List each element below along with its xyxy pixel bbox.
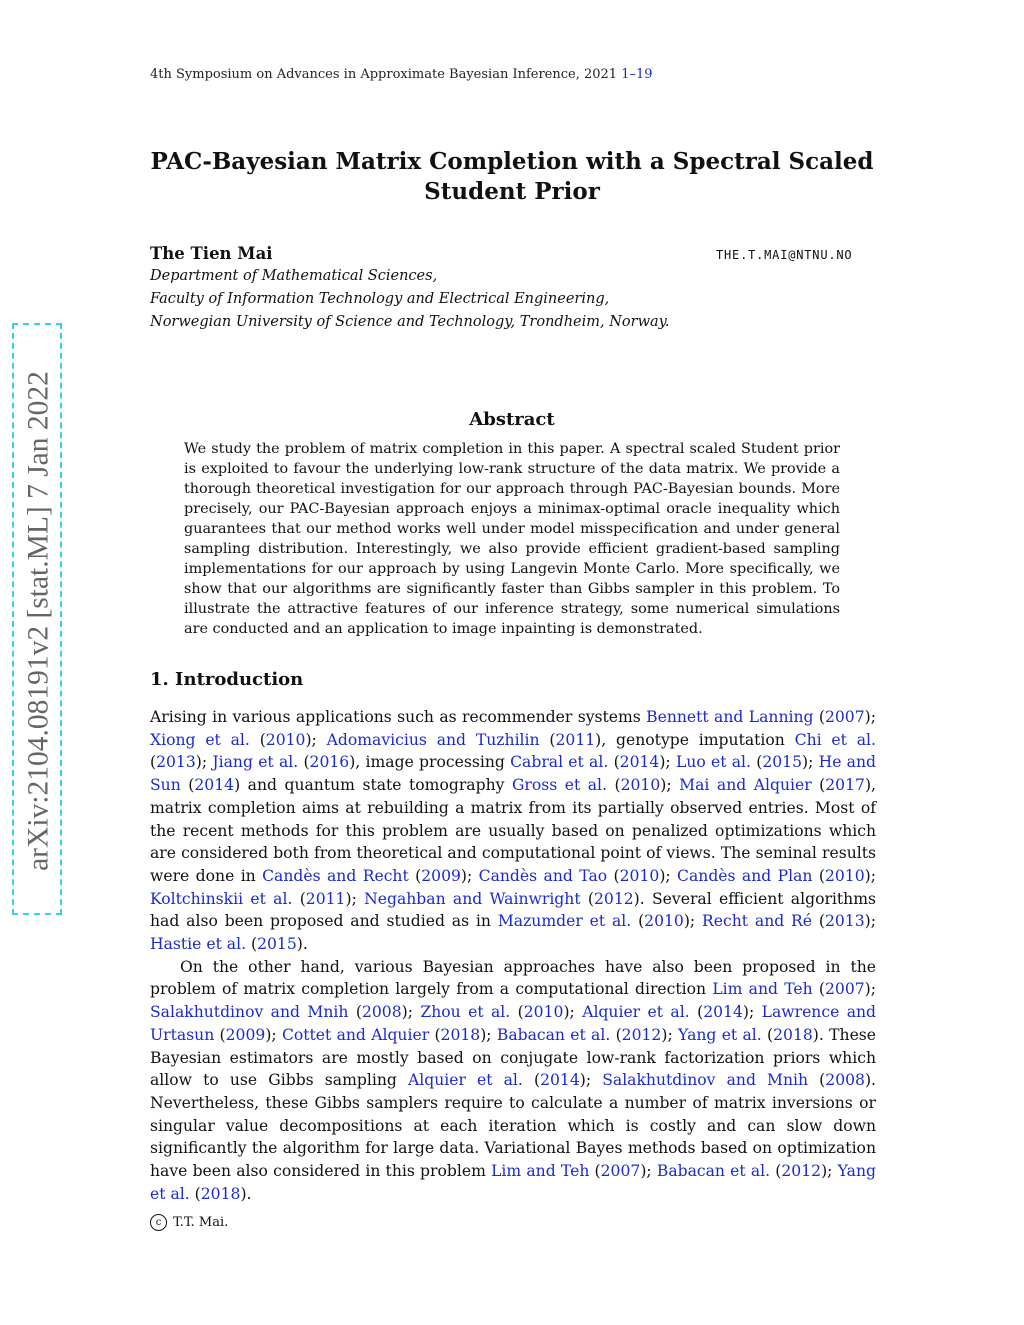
citation-link[interactable]: Salakhutdinov and Mnih (602, 1071, 809, 1090)
citation-link[interactable]: Luo et al. (675, 753, 751, 772)
citation-link[interactable]: 2014 (194, 776, 235, 795)
page-range-link[interactable]: 1–19 (621, 67, 653, 82)
citation-link[interactable]: Babacan et al. (496, 1025, 611, 1044)
intro-paragraph-2: On the other hand, various Bayesian approaches have also been proposed in the problem of matrix completion largely from a computational direction Lim and Teh (2007); Salakhutdinov and Mnih (2008); Zhou et al. (2010); Alquier et al. (2014); Lawrence and Urtasun (2009); Cottet and Alquier (2018); Babacan et al. (2012); Yang et al. (2018). These Bayesian estimators are mostly based on conjugate low-rank factorization priors which allow to use Gibbs sampling Alquier et al. (2014); Salakhutdinov and Mnih (2008). Nevertheless, these Gibbs samplers require to calculate a number of matrix inversions or singular value decompositions at each iteration which is costly and can slow down significantly the algorithm for large data. Variational Bayes methods based on optimization have been also considered in this problem Lim and Teh (2007); Babacan et al. (2012); Yang et al. (2018). (150, 957, 877, 1203)
citation-link[interactable]: Yang et al. (150, 1162, 876, 1203)
citation-link[interactable]: Alquier et al. (407, 1071, 523, 1090)
citation-link[interactable]: Zhou et al. (420, 1003, 511, 1022)
citation-link[interactable]: Babacan et al. (656, 1162, 771, 1181)
citation-link[interactable]: 2007 (824, 980, 865, 999)
citation-link[interactable]: 2014 (619, 753, 660, 772)
citation-link[interactable]: 2014 (540, 1071, 580, 1090)
author-email: THE.T.MAI@NTNU.NO (716, 248, 853, 262)
author-name: The Tien Mai (150, 244, 273, 263)
citation-link[interactable]: Bennett and Lanning (646, 708, 814, 726)
running-header (150, 67, 653, 82)
arxiv-identifier: arXiv:2104.08191v2 [stat.ML] 7 Jan 2022 (22, 371, 55, 871)
citation-link[interactable]: 2009 (225, 1025, 266, 1044)
citation-link[interactable]: 2011 (305, 889, 346, 908)
section-heading-introduction: 1. Introduction (150, 669, 304, 690)
citation-link[interactable]: Yang et al. (678, 1025, 762, 1044)
citation-link[interactable]: Candès and Tao (478, 866, 608, 885)
citation-link[interactable]: He and Sun (150, 753, 876, 795)
arxiv-stamp[interactable] (12, 323, 62, 915)
citation-link[interactable]: 2014 (703, 1003, 743, 1022)
citation-link[interactable]: 2012 (621, 1025, 662, 1044)
intro-paragraph-1: Arising in various applications such as recommender systems Bennett and Lanning (2007); Xiong et al. (2010); Adomavicius and Tuzhilin (2011), genotype imputation Chi et al. (2013); Jiang et al. (2016), image processing Cabral et al. (2014); Luo et al. (2015); He and Sun (2014) and quantum state tomography Gross et al. (2010); Mai and Alquier (2017), matrix completion aims at rebuilding a matrix from its partially observed entries. Most of the recent methods for this problem are usually based on penalized optimizations which are considered both from theoretical and computational point of views. The seminal results were done in Candès and Recht (2009); Candès and Tao (2010); Candès and Plan (2010); Koltchinskii et al. (2011); Negahban and Wainwright (2012). Several efficient algorithms had also been proposed and studied as in Mazumder et al. (2010); Recht and Ré (2013); Hastie et al. (2015). (150, 708, 876, 954)
citation-link[interactable]: Hastie et al. (150, 935, 247, 954)
citation-link[interactable]: 2010 (644, 912, 684, 931)
citation-link[interactable]: 2015 (257, 935, 297, 954)
citation-link[interactable]: Candès and Recht (262, 866, 409, 885)
citation-link[interactable]: Cottet and Alquier (281, 1025, 430, 1044)
citation-link[interactable]: Adomavicius and Tuzhilin (326, 730, 540, 749)
abstract-heading: Abstract (469, 409, 555, 430)
citation-link[interactable]: 2009 (421, 866, 461, 885)
citation-link[interactable]: 2010 (619, 866, 660, 885)
copyright-text: T.T. Mai. (173, 1215, 229, 1230)
affiliation-line-1: Department of Mathematical Sciences, (150, 268, 438, 284)
copyright-icon: c (150, 1214, 167, 1231)
citation-link[interactable]: 2017 (825, 776, 865, 795)
affiliation-line-3: Norwegian University of Science and Technology, Trondheim, Norway. (150, 314, 670, 330)
paper-title (150, 147, 874, 207)
copyright-footer (150, 1214, 228, 1231)
citation-link[interactable]: Candès and Plan (677, 866, 813, 885)
citation-link[interactable]: Lim and Teh (491, 1162, 590, 1181)
citation-link[interactable]: Recht and Ré (702, 912, 813, 931)
citation-link[interactable]: 2012 (593, 889, 634, 908)
citation-link[interactable]: Alquier et al. (582, 1003, 690, 1022)
citation-link[interactable]: Salakhutdinov and Mnih (150, 1003, 349, 1022)
citation-link[interactable]: 2010 (523, 1003, 564, 1022)
affiliation-line-2: Faculty of Information Technology and Electrical Engineering, (150, 291, 610, 307)
citation-link[interactable]: 2018 (773, 1025, 813, 1044)
citation-link[interactable]: 2011 (555, 730, 596, 749)
citation-link[interactable]: Koltchinskii et al. (150, 889, 293, 908)
venue-text: 4th Symposium on Advances in Approximate Bayesian Inference, 2021 (150, 67, 618, 82)
citation-link[interactable]: Lawrence and Urtasun (150, 1003, 877, 1044)
introduction-body (150, 706, 876, 1205)
citation-link[interactable]: 2007 (824, 708, 865, 726)
citation-link[interactable]: 2008 (361, 1003, 402, 1022)
citation-link[interactable]: Lim and Teh (712, 980, 813, 999)
citation-link[interactable]: Chi et al. (794, 730, 876, 749)
citation-link[interactable]: 2013 (824, 912, 865, 931)
citation-link[interactable]: 2016 (309, 753, 350, 772)
citation-link[interactable]: 2010 (265, 730, 306, 749)
citation-link[interactable]: 2015 (762, 753, 802, 772)
citation-link[interactable]: 2018 (440, 1025, 481, 1044)
citation-link[interactable]: Cabral et al. (510, 753, 609, 772)
abstract-text: We study the problem of matrix completion in this paper. A spectral scaled Student prior is exploited to favour the underlying low-rank structure of the data matrix. We provide a thorough theoretical investigation for our approach through PAC-Bayesian bounds. More precisely, our PAC-Bayesian approach enjoys a minimax-optimal oracle inequality which guarantees that our method works well under model misspecification and under general sampling distribution. Interestingly, we also provide efficient gradient-based sampling implementations for our approach by using Langevin Monte Carlo. More specifically, we show that our algorithms are significantly faster than Gibbs sampler in this problem. To illustrate the attractive features of our inference strategy, some numerical simulations are conducted and an application to image inpainting is demonstrated. (184, 441, 840, 637)
title-line-2: Student Prior (424, 178, 600, 205)
citation-link[interactable]: 2010 (824, 866, 865, 885)
citation-link[interactable]: 2010 (620, 776, 661, 795)
title-line-1: PAC-Bayesian Matrix Completion with a Spectral Scaled (150, 148, 874, 175)
citation-link[interactable]: Mai and Alquier (679, 776, 812, 795)
citation-link[interactable]: Xiong et al. (150, 730, 250, 749)
citation-link[interactable]: Gross et al. (511, 776, 607, 795)
citation-link[interactable]: 2007 (600, 1162, 641, 1181)
citation-link[interactable]: 2018 (200, 1184, 241, 1203)
citation-link[interactable]: 2012 (781, 1162, 822, 1181)
citation-link[interactable]: Jiang et al. (212, 753, 299, 772)
citation-link[interactable]: Negahban and Wainwright (364, 889, 581, 908)
citation-link[interactable]: Mazumder et al. (497, 912, 632, 931)
citation-link[interactable]: 2008 (825, 1071, 865, 1090)
citation-link[interactable]: 2013 (156, 753, 196, 772)
